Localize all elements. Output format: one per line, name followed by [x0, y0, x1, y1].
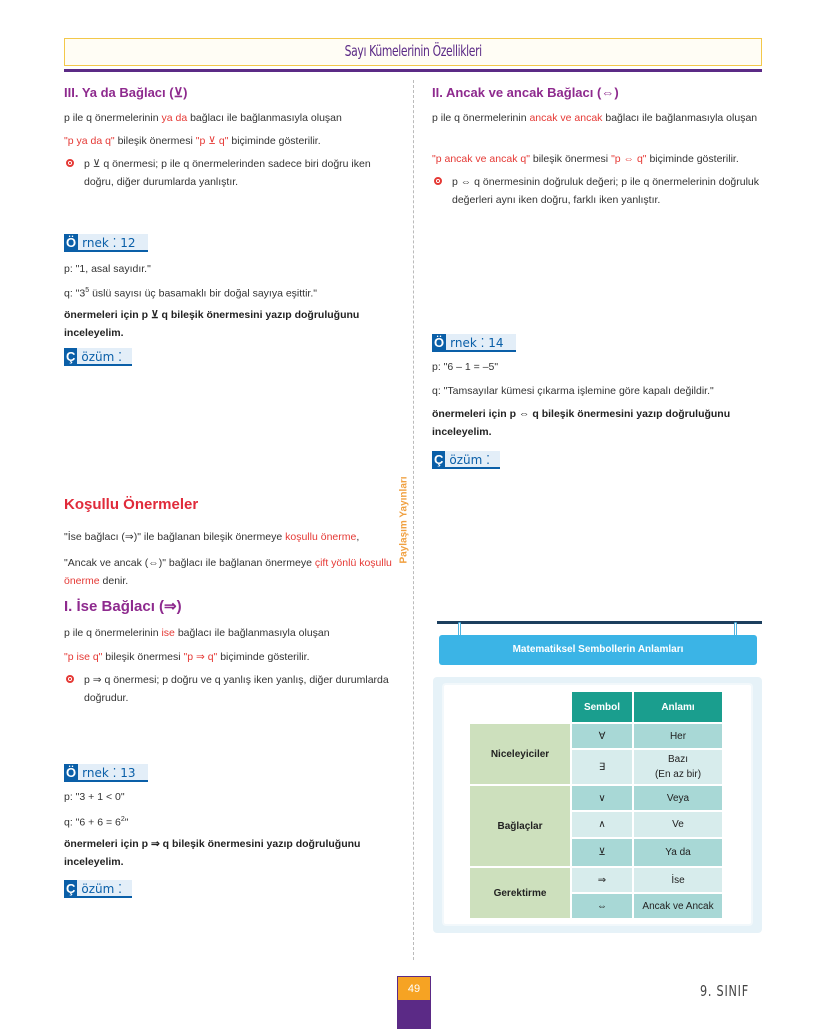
- symbol-cell: ⊻: [572, 839, 632, 866]
- example-12-task: önermeleri için p ⊻ q bileşik önermesini yazıp doğruluğunu inceleyelim.: [64, 309, 360, 339]
- bullet-icon: [434, 177, 442, 185]
- kosullu-line1: "İse bağlacı (⇒)" ile bağlanan bileşik önermeye koşullu önerme,: [64, 531, 360, 543]
- example-12-p: p: "1, asal sayıdır.": [64, 263, 151, 275]
- meaning-cell: Ve: [634, 812, 722, 837]
- ancak-bullet-text: p ⇔ q önermesinin doğruluk değeri; p ile q önermelerinin doğruluk değerleri aynı iken doğru, farklı iken yanlıştır.: [452, 176, 760, 206]
- example-13-label: Ö rnek ⁚ 13: [64, 764, 148, 782]
- ise-line1: p ile q önermelerinin ise bağlacı ile bağlanmasıyla oluşan: [64, 627, 330, 639]
- symbol-cell: ⇒: [572, 868, 632, 892]
- ancak-line1: p ile q önermelerinin ancak ve ancak bağlacı ile bağlanmasıyla oluşan: [432, 112, 758, 124]
- ise-bullet-text: p ⇒ q önermesi; p doğru ve q yanlış iken yanlış, diğer durumlarda doğrudur.: [84, 674, 389, 704]
- meaning-cell: İse: [634, 868, 722, 892]
- meaning-cell: Her: [634, 724, 722, 748]
- bullet-icon: [66, 675, 74, 683]
- grade-label: 9. SINIF: [700, 982, 749, 1000]
- page-header: Sayı Kümelerinin Özellikleri: [64, 38, 762, 66]
- example-13-task: önermeleri için p ⇒ q bileşik önermesini yazıp doğruluğunu inceleyelim.: [64, 838, 361, 868]
- page-tab: [397, 1000, 431, 1029]
- group-label: Niceleyiciler: [470, 724, 570, 784]
- ise-line2: "p ise q" bileşik önermesi "p ⇒ q" biçiminde gösterilir.: [64, 651, 310, 663]
- page-number: 49: [397, 976, 431, 1000]
- example-12-label: Ö rnek ⁚ 12: [64, 234, 148, 252]
- ya-da-bullet-text: p ⊻ q önermesi; p ile q önermelerinden sadece biri doğru iken doğru, diğer durumlarda yanlıştır.: [84, 158, 371, 188]
- symbols-table: [468, 690, 724, 920]
- col-header-symbol: Sembol: [572, 692, 632, 722]
- example-12-q: q: "$3^5$ üslü sayısı üç basamaklı bir doğal sayıya eşittir.": [64, 287, 317, 300]
- group-label: Gerektirme: [470, 868, 570, 918]
- ya-da-line2: "p ya da q" bileşik önermesi "p ⊻ q" biçiminde gösterilir.: [64, 135, 321, 147]
- solution-13-label: Ç özüm ⁚: [64, 880, 132, 898]
- solution-14-label: Ç özüm ⁚: [432, 451, 500, 469]
- group-label: Bağlaçlar: [470, 786, 570, 866]
- symbol-cell: ⇔: [572, 894, 632, 918]
- header-divider: [64, 69, 762, 72]
- symbol-cell: ∃: [572, 750, 632, 784]
- ya-da-line1: p ile q önermelerinin ya da bağlacı ile bağlanmasıyla oluşan: [64, 112, 342, 124]
- meaning-cell: Ancak ve Ancak: [634, 894, 722, 918]
- bullet-icon: [66, 159, 74, 167]
- example-14-label: Ö rnek ⁚ 14: [432, 334, 516, 352]
- banner-rod: [437, 621, 762, 624]
- column-divider: [413, 80, 414, 960]
- meaning-cell: Ya da: [634, 839, 722, 866]
- meaning-cell: Veya: [634, 786, 722, 810]
- table-title-banner: Matematiksel Sembollerin Anlamları: [439, 635, 757, 665]
- section-heading-kosullu: Koşullu Önermeler: [64, 496, 199, 513]
- solution-12-label: Ç özüm ⁚: [64, 348, 132, 366]
- section-heading-ancak: II. Ancak ve ancak Bağlacı (⇔): [432, 85, 619, 100]
- example-14-task: önermeleri için p ⇔ q bileşik önermesini yazıp doğruluğunu inceleyelim.: [432, 408, 731, 438]
- example-14-q: q: "Tamsayılar kümesi çıkarma işlemine göre kapalı değildir.": [432, 385, 714, 397]
- example-13-p: p: "3 + 1 < 0": [64, 791, 125, 803]
- example-13-q: q: "$6 + 6 = 6^2$": [64, 816, 129, 829]
- symbol-cell: ∨: [572, 786, 632, 810]
- symbol-cell: ∧: [572, 812, 632, 837]
- col-header-meaning: Anlamı: [634, 692, 722, 722]
- publisher-side-text: Paylaşım Yayınları: [399, 473, 410, 566]
- example-14-p: p: "6 – 1 = –5": [432, 361, 499, 373]
- section-heading-ya-da: III. Ya da Bağlacı (⊻): [64, 85, 188, 100]
- symbol-cell: ∀: [572, 724, 632, 748]
- section-heading-ise: I. İse Bağlacı (⇒): [64, 598, 182, 615]
- meaning-cell: Bazı (En az bir): [634, 750, 722, 784]
- kosullu-line2: "Ancak ve ancak (⇔)" bağlacı ile bağlanan önermeye çift yönlü koşullu önerme denir.: [64, 557, 392, 587]
- ancak-line2: "p ancak ve ancak q" bileşik önermesi "p ⇔ q" biçiminde gösterilir.: [432, 153, 739, 165]
